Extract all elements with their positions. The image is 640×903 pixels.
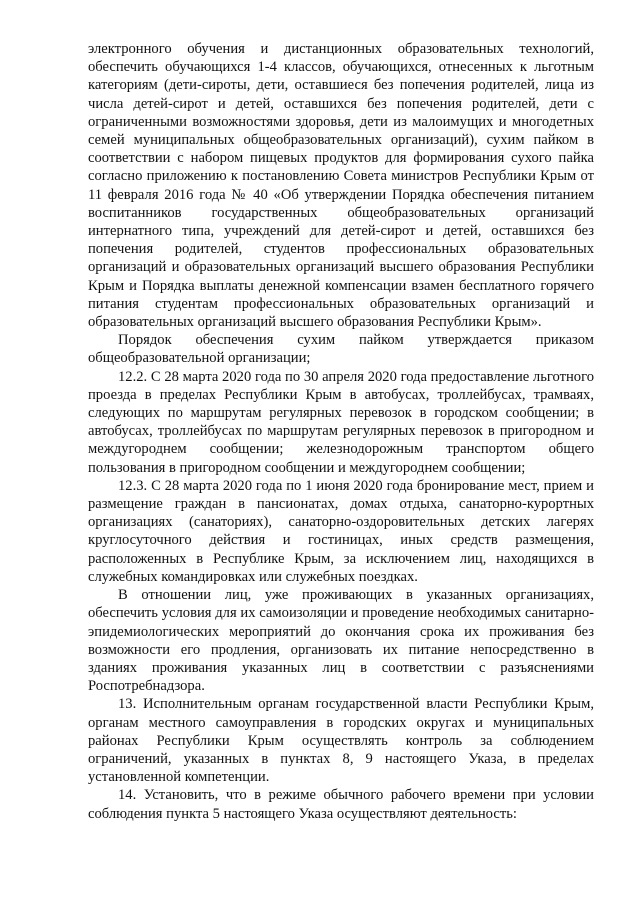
paragraph-13: 13. Исполнительным органам государственной власти Республики Крым, органам местного самоуправления в городских округах и муниципальных районах Республики Крым осуществлять контроль за соблюдением ограничений, указанных в пунктах 8, 9 настоящего Указа, в пределах установленной компетенции.: [88, 696, 594, 786]
paragraph-14: 14. Установить, что в режиме обычного рабочего времени при условии соблюдения пункта 5 настоящего Указа осуществляют деятельность:: [88, 787, 594, 822]
paragraph-12-3: 12.3. С 28 марта 2020 года по 1 июня 2020 года бронирование мест, прием и размещение граждан в пансионатах, домах отдыха, санаторно-курортных организациях (санаториях), санаторно-оздоровительных детских лагерях круглосуточного действия и гостиницах, иных средств размещения, расположенных в Республике Крым, за исключением лиц, находящихся в служебных командировках или служебных поездках.: [88, 477, 594, 585]
paragraph-continuation: электронного обучения и дистанционных образовательных технологий, обеспечить обучающихся 1-4 классов, обучающихся, отнесенных к льготным категориям (дети-сироты, дети, оставшиеся без попечения родителей, лица из числа детей-сирот и детей, оставшихся без попечения родителей, дети с ограниченными возможностями здоровья, дети из малоимущих и многодетных семей муниципальных общеобразовательных организаций), сухим пайком в соответствии с набором пищевых продуктов для формирования сухого пайка согласно приложению к постановлению Совета министров Республики Крым от 11 февраля 2016 года № 40 «Об утверждении Порядка обеспечения питанием воспитанников государственных общеобразовательных организаций интернатного типа, учреждений для детей-сирот и детей, оставшихся без попечения родителей, студентов профессиональных образовательных организаций и образовательных организаций высшего образования Республики Крым и Порядка выплаты денежной компенсации взамен бесплатного горячего питания студентам профессиональных образовательных организаций и образовательных организаций высшего образования Республики Крым».: [88, 41, 594, 331]
paragraph-self-isolation: В отношении лиц, уже проживающих в указанных организациях, обеспечить условия для их самоизоляции и проведение необходимых санитарно-эпидемиологических мероприятий до окончания срока их проживания без возможности его продления, организовать их питание непосредственно в зданиях проживания указанных лиц в соответствии с разъяснениями Роспотребнадзора.: [88, 587, 594, 695]
document-page: [88, 40, 594, 823]
paragraph-12-2: 12.2. С 28 марта 2020 года по 30 апреля 2020 года предоставление льготного проезда в пределах Республики Крым в автобусах, троллейбусах, трамваях, следующих по маршрутам регулярных перевозок в городском сообщении; в автобусах, троллейбусах по маршрутам регулярных перевозок в пригородном и междугороднем сообщении; железнодорожным транспортом общего пользования в пригородном сообщении и междугороднем сообщении;: [88, 368, 594, 476]
paragraph-dry-ration-order: Порядок обеспечения сухим пайком утверждается приказом общеобразовательной организации;: [88, 332, 594, 367]
